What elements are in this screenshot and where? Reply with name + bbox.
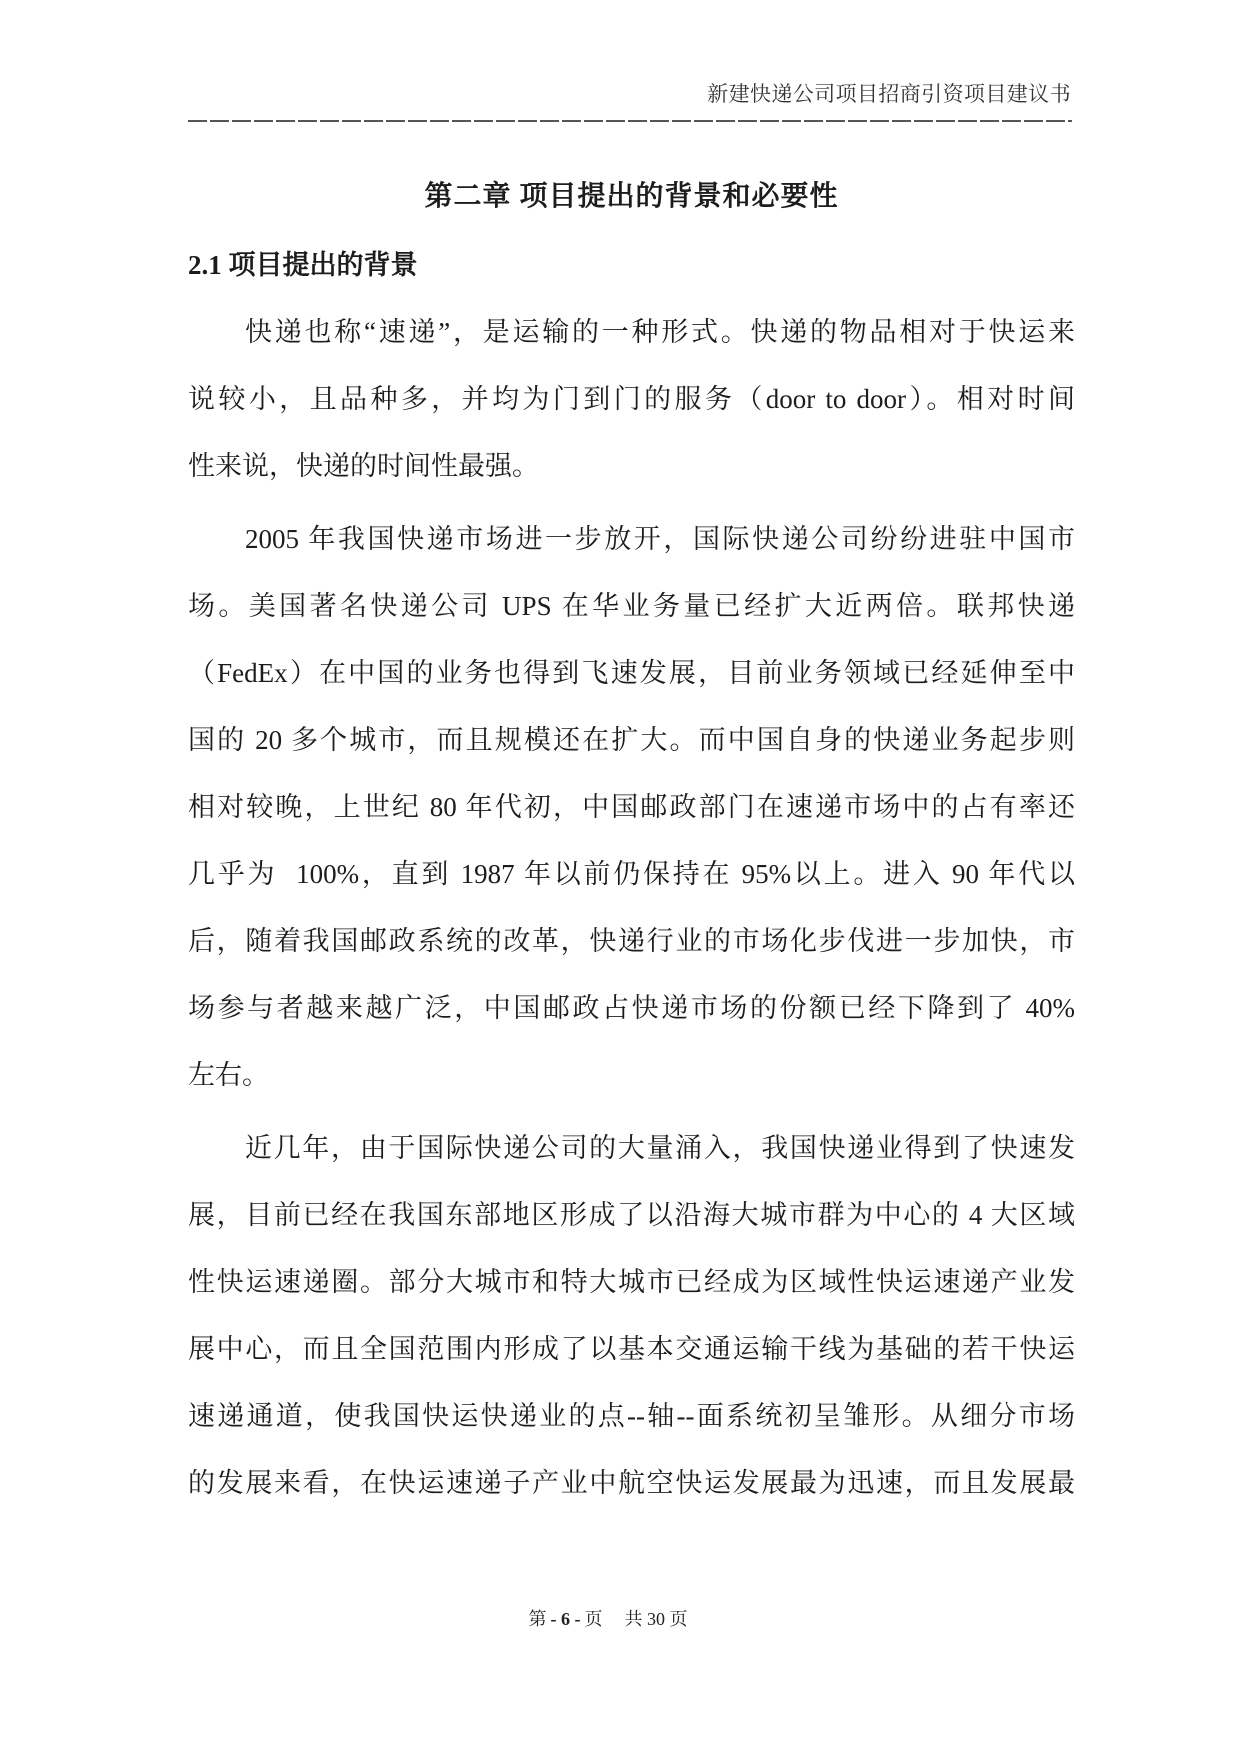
- paragraph: [188, 299, 1075, 500]
- paragraph-line: 左右。: [188, 1060, 269, 1090]
- paragraph-line: （FedEx）在中国的业务也得到飞速发展，目前业务领域已经延伸至中: [188, 658, 1075, 688]
- paragraph-line: 场参与者越来越广泛，中国邮政占快递市场的份额已经下降到了 40%: [188, 993, 1075, 1023]
- paragraph-line: 展中心，而且全国范围内形成了以基本交通运输干线为基础的若干快运: [188, 1334, 1075, 1364]
- running-header: 新建快递公司项目招商引资项目建议书: [707, 82, 1071, 106]
- header-rule: [188, 120, 1072, 122]
- paragraph-line: 后，随着我国邮政系统的改革，快递行业的市场化步伐进一步加快，市: [188, 926, 1075, 956]
- paragraph-line: 说较小，且品种多，并均为门到门的服务（door to door）。相对时间: [188, 384, 1075, 414]
- paragraph-line: 几乎为 100%，直到 1987 年以前仍保持在 95%以上。进入 90 年代以: [188, 859, 1075, 889]
- paragraph-line: 性来说，快递的时间性最强。: [188, 451, 539, 481]
- paragraph-line: 2005 年我国快递市场进一步放开，国际快递公司纷纷进驻中国市: [245, 524, 1075, 554]
- paragraph: [188, 506, 1075, 1109]
- section-heading: 2.1 项目提出的背景: [188, 250, 418, 280]
- paragraph-line: 速递通道，使我国快运快递业的点--轴--面系统初呈雏形。从细分市场: [188, 1401, 1075, 1431]
- paragraph-line: 快递也称“速递”，是运输的一种形式。快递的物品相对于快运来: [245, 317, 1075, 347]
- paragraph-line: 的发展来看，在快运速递子产业中航空快运发展最为迅速，而且发展最: [188, 1468, 1075, 1498]
- chapter-title: 第二章 项目提出的背景和必要性: [424, 181, 839, 212]
- page-number: - 6 -: [550, 1609, 581, 1629]
- paragraph-line: 场。美国著名快递公司 UPS 在华业务量已经扩大近两倍。联邦快递: [188, 591, 1075, 621]
- paragraph-line: 展，目前已经在我国东部地区形成了以沿海大城市群为中心的 4 大区域: [188, 1200, 1075, 1230]
- page-content: [188, 162, 1075, 1523]
- paragraph-line: 相对较晚，上世纪 80 年代初，中国邮政部门在速递市场中的占有率还: [188, 792, 1075, 822]
- page-prefix: 第: [528, 1609, 547, 1629]
- paragraph: [188, 1115, 1075, 1517]
- page-suffix: 页: [584, 1609, 603, 1629]
- paragraph-line: 性快运速递圈。部分大城市和特大城市已经成为区域性快运速递产业发: [188, 1267, 1075, 1297]
- page-total: 共 30 页: [624, 1609, 688, 1629]
- page-footer: [0, 1606, 1216, 1632]
- paragraph-line: 国的 20 多个城市，而且规模还在扩大。而中国自身的快递业务起步则: [188, 725, 1075, 755]
- paragraph-line: 近几年，由于国际快递公司的大量涌入，我国快递业得到了快速发: [245, 1133, 1075, 1163]
